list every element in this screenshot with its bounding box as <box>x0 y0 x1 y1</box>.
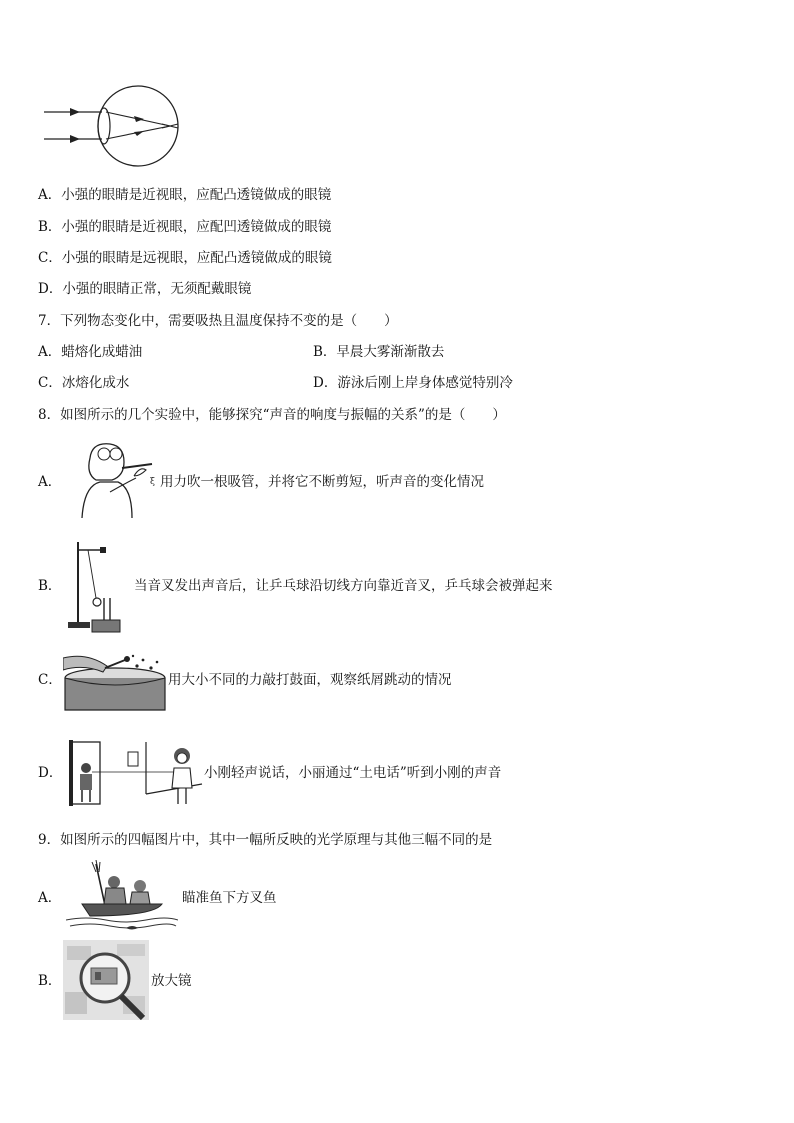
q7-option-d[interactable]: D．游泳后刚上岸身体感觉特别冷 <box>313 375 513 391</box>
q8-stem: 8．如图所示的几个实验中，能够探究“声音的响度与振幅的关系”的是（ ） <box>38 407 506 423</box>
q8-option-d-text[interactable]: 小刚轻声说话，小丽通过“土电话”听到小刚的声音 <box>204 765 502 781</box>
q9-option-b-text[interactable]: 放大镜 <box>151 973 192 989</box>
q7-option-a[interactable]: A．蜡熔化成蜡油 <box>38 344 143 360</box>
q8-option-a-letter[interactable]: A． <box>38 474 62 490</box>
q6-option-d[interactable]: D．小强的眼睛正常，无须配戴眼镜 <box>38 281 252 297</box>
magnifier-figure <box>63 940 149 1020</box>
q9-option-a-text[interactable]: 瞄准鱼下方叉鱼 <box>182 890 277 906</box>
string-telephone-figure <box>68 738 204 810</box>
svg-text:ξ: ξ <box>150 477 155 487</box>
q9-stem: 9．如图所示的四幅图片中，其中一幅所反映的光学原理与其他三幅不同的是 <box>38 832 493 848</box>
q6-option-b[interactable]: B．小强的眼睛是近视眼，应配凹透镜做成的眼镜 <box>38 219 332 235</box>
tuning-fork-figure <box>64 536 130 634</box>
straw-blowing-figure <box>74 440 160 520</box>
eye-diagram <box>40 82 190 172</box>
q7-option-c[interactable]: C．冰熔化成水 <box>38 375 130 391</box>
q7-stem: 7．下列物态变化中，需要吸热且温度保持不变的是（ ） <box>38 313 398 329</box>
q8-option-a-text[interactable]: 用力吹一根吸管，并将它不断剪短，听声音的变化情况 <box>160 474 484 490</box>
q9-option-a-letter[interactable]: A． <box>38 890 62 906</box>
q8-option-c-letter[interactable]: C． <box>38 672 62 688</box>
q9-option-b-letter[interactable]: B． <box>38 973 62 989</box>
q8-option-c-text[interactable]: 用大小不同的力敲打鼓面，观察纸屑跳动的情况 <box>168 672 452 688</box>
q6-option-a[interactable]: A．小强的眼睛是近视眼，应配凸透镜做成的眼镜 <box>38 187 332 203</box>
q8-option-b-text[interactable]: 当音叉发出声音后，让乒乓球沿切线方向靠近音叉，乒乓球会被弹起来 <box>134 578 553 594</box>
q7-option-b[interactable]: B．早晨大雾渐渐散去 <box>313 344 445 360</box>
q6-option-c[interactable]: C．小强的眼睛是远视眼，应配凸透镜做成的眼镜 <box>38 250 332 266</box>
q8-option-d-letter[interactable]: D． <box>38 765 63 781</box>
drum-figure <box>63 652 167 712</box>
spear-fishing-figure <box>66 860 178 932</box>
q8-option-b-letter[interactable]: B． <box>38 578 62 594</box>
